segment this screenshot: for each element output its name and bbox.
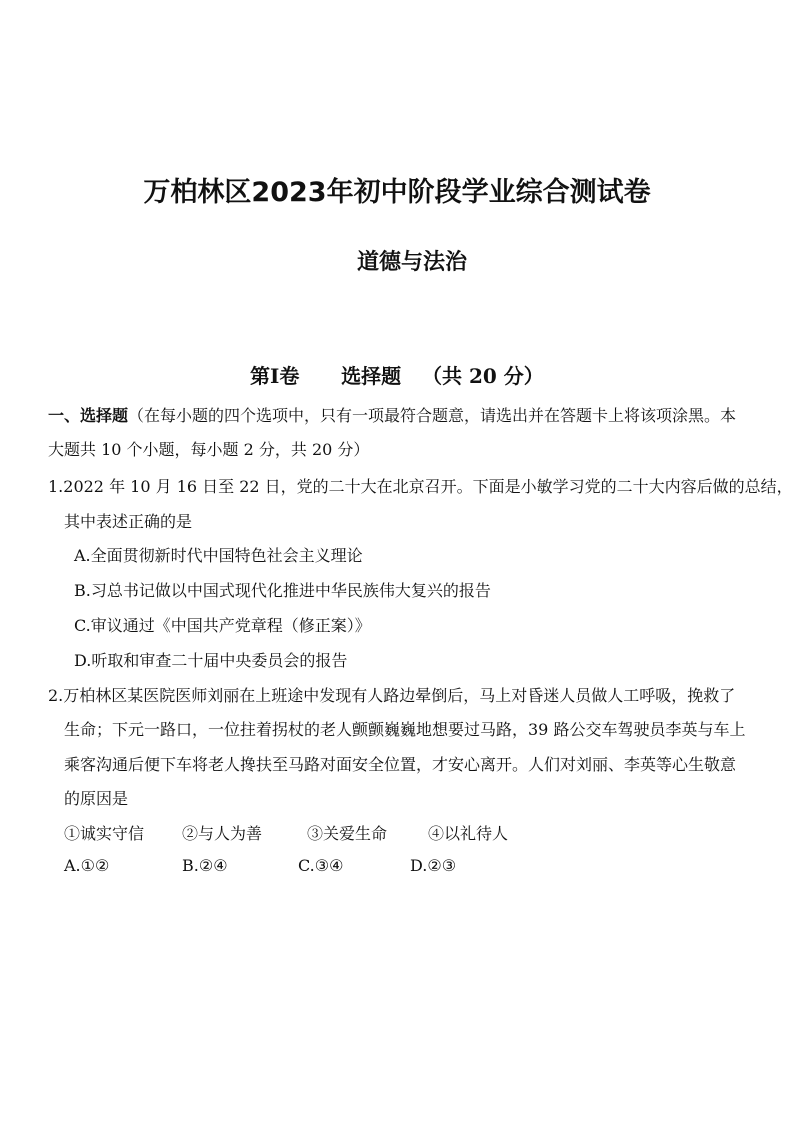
part-heading [250,360,544,389]
q1-option-b: B.习总书记做以中国式现代化推进中华民族伟大复兴的报告 [74,581,491,600]
q1-option-d: D.听取和审查二十届中央委员会的报告 [74,651,348,670]
subject-title: 道德与法治 [356,250,467,275]
q1-stem-2: 其中表述正确的是 [64,512,193,531]
q2-option-b: B.②④ [182,856,228,875]
section-instructions-text: （在每小题的四个选项中，只有一项最符合题意，请选出并在答题卡上将该项涂黑。本 [128,406,737,425]
q2-statement-3: ③关爱生命 [307,824,388,843]
q2-option-d: D.②③ [410,856,457,875]
q2-statement-4: ④以礼待人 [428,824,509,843]
q2-option-c: C.③④ [298,856,344,875]
q2-stem-3: 乘客沟通后便下车将老人搀扶至马路对面安全位置，才安心离开。人们对刘丽、李英等心生敬意 [64,755,737,774]
q1-stem-1: 1.2022 年 10 月 16 日至 22 日，党的二十大在北京召开。下面是小敏学习党的二十大内容后做的总结， [48,477,793,496]
section-instructions-2: 大题共 10 个小题，每小题 2 分，共 20 分） [48,440,370,459]
q1-option-a: A.全面贯彻新时代中国特色社会主义理论 [74,546,363,565]
part-name: 选择题 [341,364,402,388]
section-heading: 一、选择题 [48,406,129,425]
q2-option-a: A.①② [64,856,110,875]
q2-stem-1: 2.万柏林区某医院医师刘丽在上班途中发现有人路边晕倒后，马上对昏迷人员做人工呼吸，挽救了 [48,686,736,705]
q2-stem-4: 的原因是 [64,789,129,808]
q2-stem-2: 生命；下元一路口，一位拄着拐杖的老人颤颤巍巍地想要过马路，39 路公交车驾驶员李英与车上 [64,720,746,739]
exam-title: 万柏林区2023年初中阶段学业综合测试卷 [143,177,651,208]
part-score: （共 20 分） [422,364,544,388]
q1-option-c: C.审议通过《中国共产党章程（修正案）》 [74,616,371,635]
section-instructions-1 [48,403,736,426]
q2-statement-2: ②与人为善 [182,824,263,843]
q2-statement-1: ①诚实守信 [64,824,145,843]
part-label: 第Ⅰ卷 [250,364,300,388]
